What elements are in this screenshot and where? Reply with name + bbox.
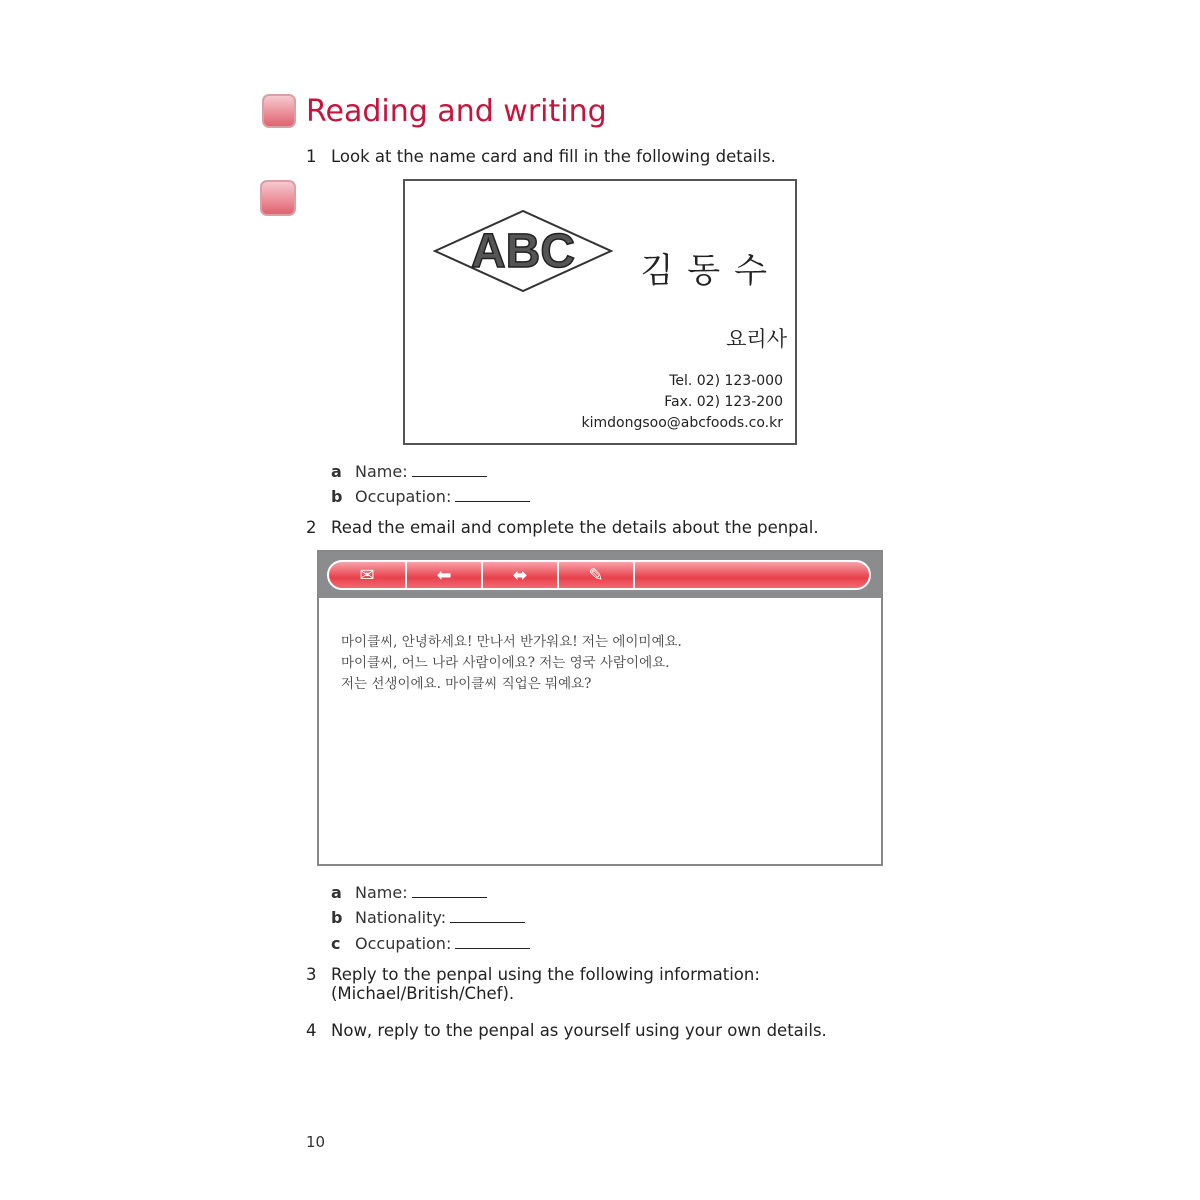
card-fax: Fax. 02) 123-200 (664, 394, 783, 410)
email-window (317, 550, 883, 866)
attachment-icon[interactable]: ✎ (559, 562, 635, 588)
email-toolbar (319, 552, 881, 598)
card-name: 김동수 (640, 251, 781, 291)
name-card (403, 179, 797, 445)
email-body: 마이클씨, 안녕하세요! 만나서 반가워요! 저는 에이미예요. 마이클씨, 어느 나라 사람이에요? 저는 영국 사람이에요. 저는 선생이에요. 마이클씨 직업은 뭐예요? (341, 634, 682, 692)
reply-icon[interactable]: ⬅ (407, 562, 483, 588)
question-3: 3 Reply to the penpal using the following information: (Michael/British/Chef). (306, 965, 760, 1003)
answer-blank[interactable] (412, 475, 487, 477)
svg-text:ABC: ABC (471, 225, 575, 278)
abc-logo (433, 209, 613, 293)
section-title: Reading and writing (306, 94, 607, 129)
card-tel: Tel. 02) 123-000 (669, 373, 783, 389)
question-1 (306, 147, 776, 166)
card-occupation: 요리사 (726, 327, 787, 351)
book-icon (262, 94, 296, 128)
field-name: a Name: (331, 462, 487, 481)
page-number: 10 (306, 1133, 326, 1151)
answer-blank[interactable] (412, 896, 487, 898)
question-number: 1 (306, 147, 317, 166)
field-name: a Name: (331, 883, 487, 902)
edit-note-icon (260, 180, 296, 216)
answer-blank[interactable] (455, 947, 530, 949)
answer-blank[interactable] (455, 500, 530, 502)
question-text: Look at the name card and fill in the following details. (331, 147, 776, 166)
field-occupation: b Occupation: (331, 487, 530, 506)
question-2: 2 Read the email and complete the details about the penpal. (306, 518, 819, 537)
answer-blank[interactable] (450, 921, 525, 923)
card-email: kimdongsoo@abcfoods.co.kr (581, 415, 783, 431)
forward-icon[interactable]: ⬌ (483, 562, 559, 588)
field-nationality: b Nationality: (331, 908, 525, 927)
question-4: 4 Now, reply to the penpal as yourself using your own details. (306, 1021, 827, 1040)
field-occupation: c Occupation: (331, 934, 530, 953)
envelope-icon[interactable]: ✉ (329, 562, 407, 588)
